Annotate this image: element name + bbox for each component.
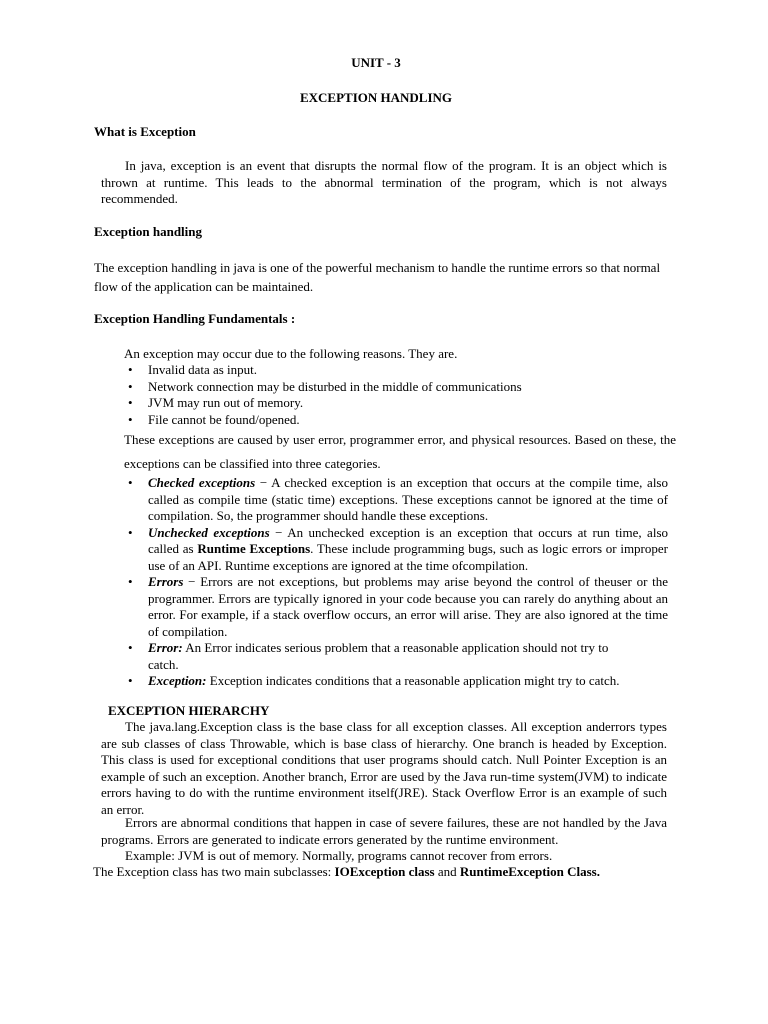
bullet-icon: •	[128, 475, 133, 490]
ioexception-class: IOException class	[334, 864, 435, 879]
heading-fundamentals: Exception Handling Fundamentals :	[94, 311, 296, 326]
paragraph-what-is-exception: In java, exception is an event that disrupts the normal flow of the program. It is an object which is thrown at runtime. This leads to the abnormal termination of the program, which is not always recommended.	[101, 158, 667, 206]
list-item-errors: • Errors − Errors are not exceptions, but problems may arise beyond the control of theuser or the programmer. Errors are typically ignored in your code because you can rarely do anything about an error. For example, if a stack overflow occurs, an error will arise. They are also ignored at the time of compilation.	[128, 574, 668, 639]
reasons-list	[124, 362, 684, 428]
heading-exception-handling: Exception handling	[94, 224, 203, 239]
categories-list	[124, 475, 668, 690]
bullet-icon: •	[128, 378, 133, 394]
paragraph-subclasses: The Exception class has two main subclasses: IOException class and RuntimeException Class.	[93, 864, 600, 879]
list-item-error: • Error: An Error indicates serious problem that a reasonable application should not try to catch.	[128, 640, 609, 672]
heading-exception-hierarchy: EXCEPTION HIERARCHY	[108, 703, 270, 718]
bullet-icon: •	[128, 673, 133, 688]
page-title: EXCEPTION HANDLING	[299, 90, 453, 105]
bullet-icon: •	[128, 395, 133, 410]
paragraph-exception-handling: The exception handling in java is one of the powerful mechanism to handle the runtime errors so that normal flow of the application can be maintained.	[94, 260, 661, 294]
paragraph-hierarchy-3: Example: JVM is out of memory. Normally, programs cannot recover from errors.	[125, 848, 553, 863]
bullet-icon: •	[128, 411, 133, 427]
bullet-icon: •	[128, 524, 133, 540]
list-item-unchecked: • Unchecked exceptions − An unchecked exception is an exception that occurs at run time, also called as Runtime Exceptions. These include programming bugs, such as logic errors or improper use of an API. Runtime exceptions are ignored at the time ofcompilation.	[128, 524, 668, 573]
list-item: • Invalid data as input.	[128, 362, 258, 377]
list-item-checked: • Checked exceptions − A checked exception is an exception that occurs at the compile time, also called as compile time (static time) exceptions. These exceptions cannot be ignored at the time of compilation. So, the programmer should handle these exceptions.	[128, 475, 668, 523]
fundamentals-causes: These exceptions are caused by user error, programmer error, and physical resources. Based on these, the exceptions can be classified into three categories.	[124, 432, 676, 471]
paragraph-hierarchy-1: The java.lang.Exception class is the base class for all exception classes. All exception anderrors types are sub classes of class Throwable, which is base class of hierarchy. One branch is headed by Exception. This class is used for exceptional conditions that user programs should catch. Null Pointer Exception is an example of such an exception. Another branch, Error are used by the Java run-time system(JVM) to indicate errors having to do with the runtime environment itself(JRE). Stack Overflow Error is an example of such an error.	[101, 719, 667, 817]
list-item: • JVM may run out of memory.	[128, 395, 304, 410]
list-item: • File cannot be found/opened.	[128, 411, 300, 427]
list-item-exception: • Exception: Exception indicates conditions that a reasonable application might try to catch.	[128, 673, 620, 688]
unit-label: UNIT - 3	[351, 55, 401, 70]
runtimeexception-class: RuntimeException Class.	[459, 864, 600, 879]
fundamentals-intro: An exception may occur due to the following reasons. They are.	[124, 346, 458, 361]
bullet-icon: •	[128, 574, 133, 589]
list-item: • Network connection may be disturbed in the middle of communications	[128, 378, 522, 394]
bullet-icon: •	[128, 640, 133, 655]
paragraph-hierarchy-2: Errors are abnormal conditions that happen in case of severe failures, these are not handled by the Java programs. Errors are generated to indicate errors generated by the runtime environment.	[101, 815, 667, 847]
heading-what-is-exception: What is Exception	[94, 124, 196, 139]
bullet-icon: •	[128, 362, 133, 377]
